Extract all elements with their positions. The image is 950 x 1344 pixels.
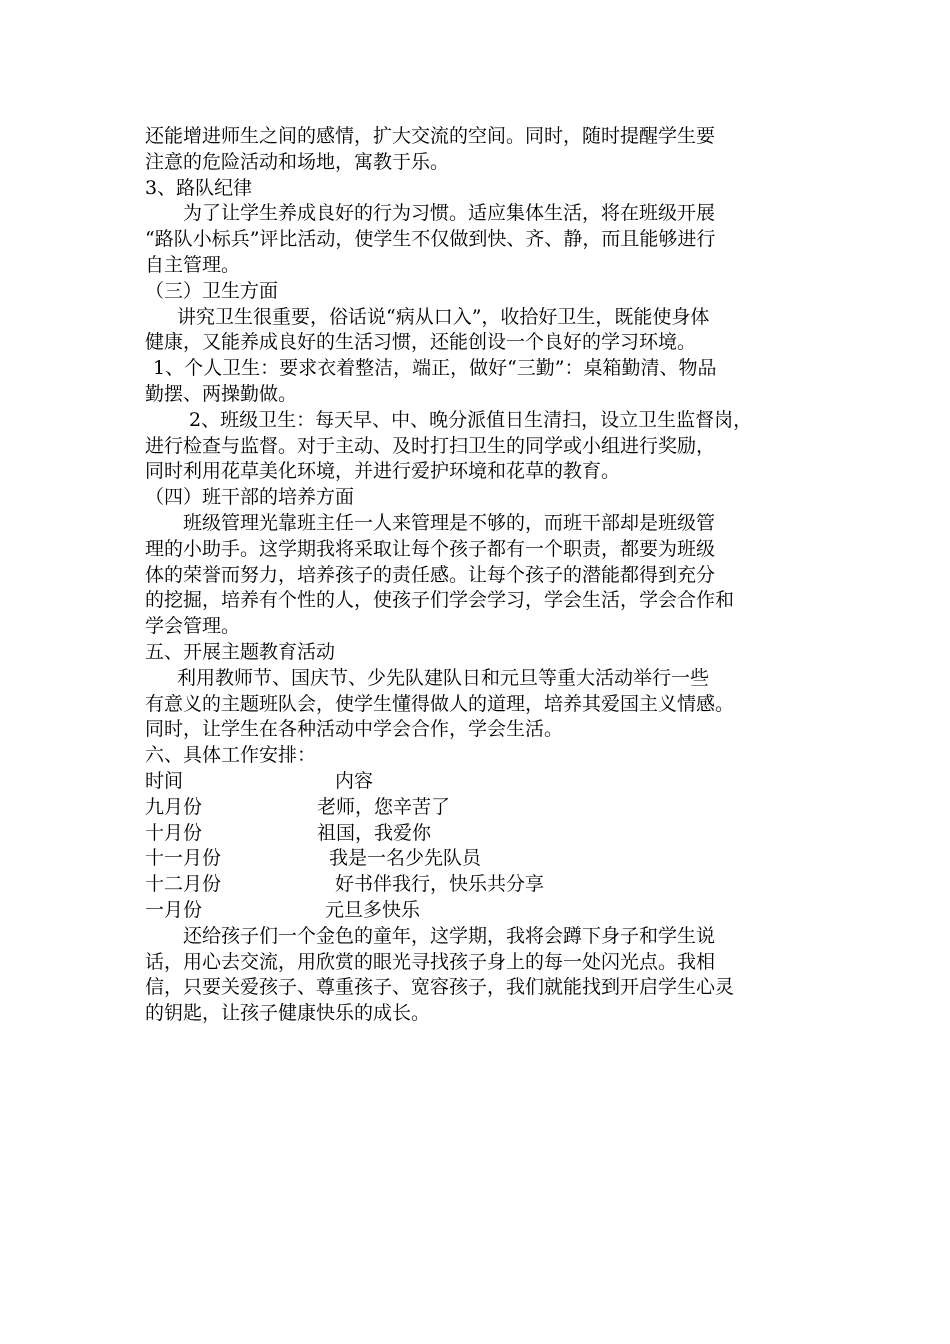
section-heading-theme-activities: 五、开展主题教育活动 <box>145 640 336 663</box>
text-line: 为了让学生养成良好的行为习惯。适应集体生活，将在班级开展 <box>183 202 716 225</box>
text-line: 利用教师节、国庆节、少先队建队日和元旦等重大活动举行一些 <box>177 666 710 689</box>
text-line: 还给孩子们一个金色的童年，这学期，我将会蹲下身子和学生说 <box>183 924 716 947</box>
paragraph-communication <box>145 124 845 176</box>
schedule-row <box>145 898 845 924</box>
schedule-time: 十二月份 <box>145 873 222 896</box>
paragraph-closing <box>145 924 845 1027</box>
text-line: 话，用心去交流，用欣赏的眼光寻找孩子身上的每一处闪光点。我相 <box>145 950 716 973</box>
schedule-content: 祖国，我爱你 <box>317 821 432 844</box>
schedule-time: 九月份 <box>145 795 203 818</box>
text-line: 还能增进师生之间的感情，扩大交流的空间。同时，随时提醒学生要 <box>145 125 716 147</box>
section-heading-queue-discipline: 3、路队纪律 <box>145 176 253 199</box>
text-line: “路队小标兵”评比活动，使学生不仅做到快、齐、静，而且能够进行 <box>145 228 716 251</box>
text-line: 1、个人卫生：要求衣着整洁，端正，做好“三勤”：桌箱勤清、物品 <box>153 357 717 380</box>
schedule-header-content: 内容 <box>335 769 374 792</box>
document-page <box>145 124 845 1027</box>
text-line: 健康，又能养成良好的生活习惯，还能创设一个良好的学习环境。 <box>145 331 697 354</box>
section-heading-schedule: 六、具体工作安排： <box>145 744 317 767</box>
paragraph-hygiene-intro <box>145 305 845 357</box>
text-line: 勤摆、两操勤做。 <box>145 382 298 405</box>
paragraph-personal-hygiene <box>145 356 845 408</box>
schedule-row <box>145 795 845 821</box>
paragraph-class-cadres <box>145 511 845 640</box>
text-line: 讲究卫生很重要，俗话说“病从口入”，收拾好卫生，既能使身体 <box>177 305 710 328</box>
text-line: 2、班级卫生：每天早、中、晚分派值日生清扫，设立卫生监督岗， <box>189 408 753 431</box>
text-line: 同时利用花草美化环境，并进行爱护环境和花草的教育。 <box>145 460 621 483</box>
section-heading-class-cadres: （四）班干部的培养方面 <box>145 486 355 509</box>
text-line: 的钥匙，让孩子健康快乐的成长。 <box>145 1002 431 1025</box>
schedule-header-time: 时间 <box>145 769 184 792</box>
text-line: 信，只要关爱孩子、尊重孩子、宽容孩子，我们就能找到开启学生心灵 <box>145 976 735 999</box>
text-line: 有意义的主题班队会，使学生懂得做人的道理，培养其爱国主义情感。 <box>145 692 735 715</box>
schedule-header <box>145 769 845 795</box>
text-line: 同时，让学生在各种活动中学会合作，学会生活。 <box>145 718 564 741</box>
schedule-content: 元旦多快乐 <box>325 898 421 921</box>
paragraph-queue-discipline <box>145 201 845 278</box>
text-line: 班级管理光靠班主任一人来管理是不够的，而班干部却是班级管 <box>183 511 716 534</box>
text-line: 自主管理。 <box>145 253 241 276</box>
schedule-row <box>145 821 845 847</box>
schedule-list <box>145 769 845 924</box>
schedule-time: 一月份 <box>145 898 203 921</box>
schedule-content: 好书伴我行，快乐共分享 <box>335 873 545 896</box>
schedule-content: 我是一名少先队员 <box>329 847 482 870</box>
text-line: 学会管理。 <box>145 615 241 638</box>
text-line: 的挖掘，培养有个性的人，使孩子们学会学习，学会生活，学会合作和 <box>145 589 735 612</box>
text-line: 注意的危险活动和场地，寓教于乐。 <box>145 150 450 173</box>
section-heading-hygiene: （三）卫生方面 <box>145 279 279 302</box>
paragraph-theme-activities <box>145 666 845 743</box>
text-line: 理的小助手。这学期我将采取让每个孩子都有一个职责，都要为班级 <box>145 537 716 560</box>
schedule-time: 十一月份 <box>145 847 222 870</box>
text-line: 进行检查与监督。对于主动、及时打扫卫生的同学或小组进行奖励， <box>145 434 716 457</box>
schedule-row <box>145 872 845 898</box>
paragraph-class-hygiene <box>145 408 845 485</box>
text-line: 体的荣誉而努力，培养孩子的责任感。让每个孩子的潜能都得到充分 <box>145 563 716 586</box>
schedule-row <box>145 846 845 872</box>
schedule-time: 十月份 <box>145 821 203 844</box>
schedule-content: 老师，您辛苦了 <box>317 795 451 818</box>
